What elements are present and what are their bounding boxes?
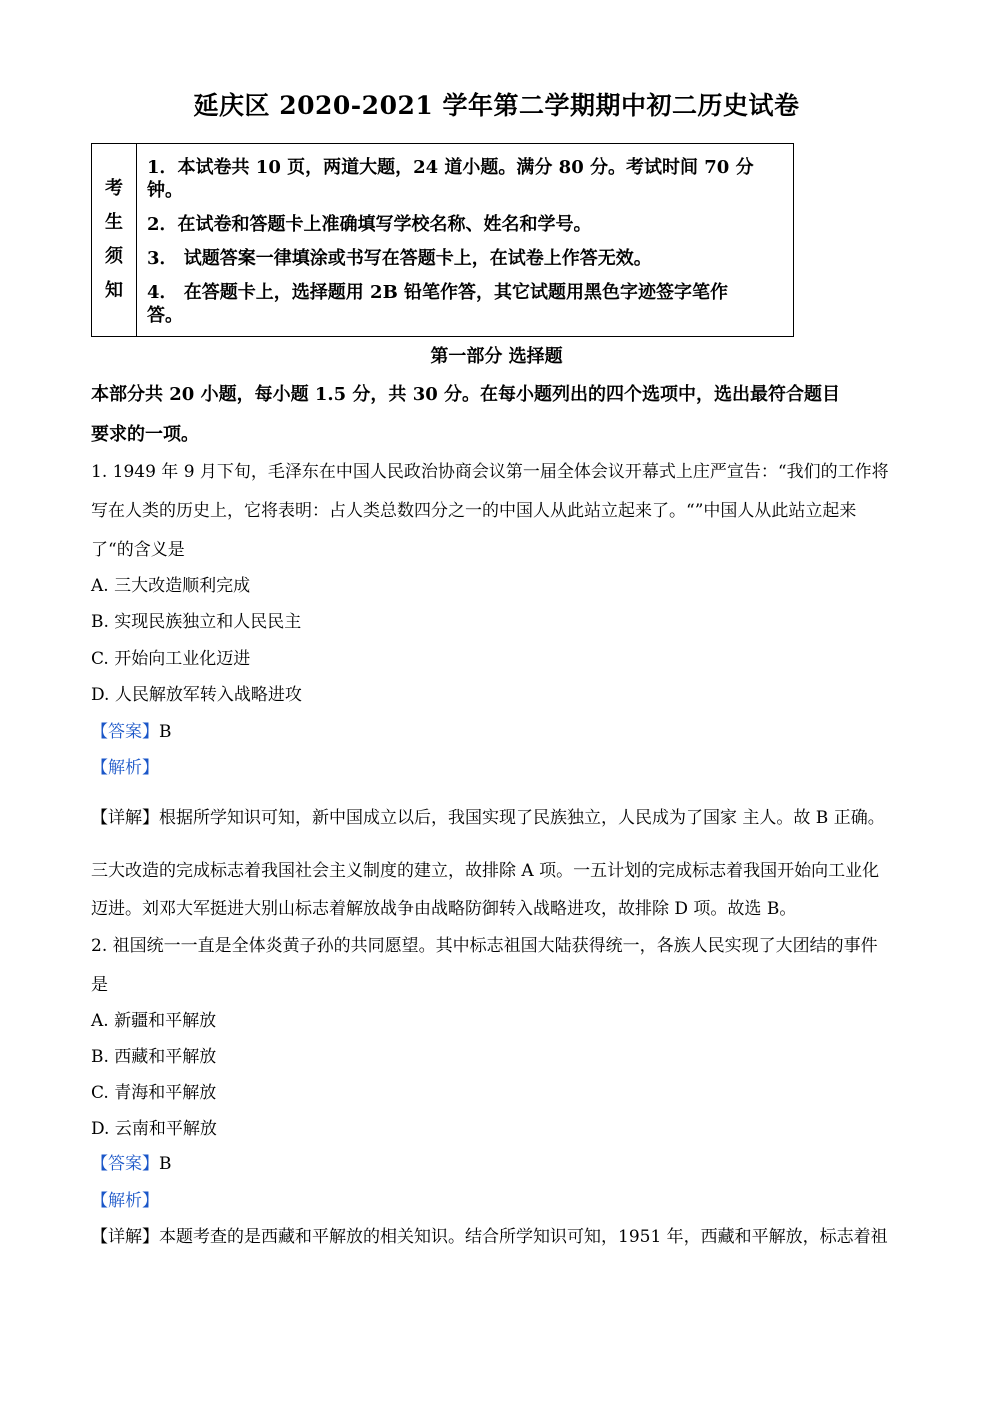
q2-detail-line: [91, 1222, 888, 1247]
q2-stem-line: 是: [91, 975, 108, 995]
notice-label-char: 生: [105, 212, 123, 233]
q1-analysis-tag: 【解析】: [91, 758, 159, 778]
detail-text: 本题考查的是西藏和平解放的相关知识。结合所学知识可知，1951 年，西藏和平解放，标志着祖: [159, 1227, 888, 1247]
page-title: 延庆区 2020-2021 学年第二学期期中初二历史试卷: [193, 91, 800, 120]
notice-item: 3． 试题答案一律填涂或书写在答题卡上，在试卷上作答无效。: [147, 248, 652, 269]
detail-text: 根据所学知识可知，新中国成立以后，我国实现了民族独立，人民成为了国家 主人。故 B 正确。: [159, 808, 885, 828]
q2-stem-line: 2. 祖国统一一直是全体炎黄子孙的共同愿望。其中标志祖国大陆获得统一，各族人民实现了大团结的事件: [91, 936, 878, 956]
notice-item: 答。: [147, 305, 183, 326]
q1-answer: [91, 717, 172, 742]
q1-detail-line: [91, 803, 885, 828]
answer-value: B: [159, 1154, 172, 1174]
q1-option-b: B. 实现民族独立和人民民主: [91, 612, 302, 632]
notice-label-char: 考: [105, 178, 123, 199]
notice-item: 2．在试卷和答题卡上准确填写学校名称、姓名和学号。: [147, 214, 592, 235]
q2-option-d: D. 云南和平解放: [91, 1119, 217, 1139]
q1-stem-line: 1. 1949 年 9 月下旬，毛泽东在中国人民政治协商会议第一届全体会议开幕式上庄严宣告：“我们的工作将: [91, 462, 889, 482]
q1-stem-line: 写在人类的历史上，它将表明：占人类总数四分之一的中国人从此站立起来了。“”中国人从此站立起来: [91, 501, 857, 521]
q2-option-b: B. 西藏和平解放: [91, 1047, 217, 1067]
notice-item: 4． 在答题卡上，选择题用 2B 铅笔作答，其它试题用黑色字迹签字笔作: [147, 282, 729, 303]
notice-item: 钟。: [147, 180, 183, 201]
notice-label-char: 须: [105, 246, 123, 267]
section-title: 第一部分 选择题: [430, 346, 563, 367]
q1-option-a: A. 三大改造顺利完成: [91, 576, 251, 596]
answer-value: B: [159, 722, 172, 742]
notice-divider: [136, 144, 137, 336]
answer-tag: 【答案】: [91, 722, 159, 742]
q2-option-a: A. 新疆和平解放: [91, 1011, 217, 1031]
q2-analysis-tag: 【解析】: [91, 1191, 159, 1211]
q1-detail-line: 三大改造的完成标志着我国社会主义制度的建立，故排除 A 项。一五计划的完成标志着我国开始向工业化: [91, 861, 880, 881]
q1-option-c: C. 开始向工业化迈进: [91, 649, 251, 669]
notice-item: 1．本试卷共 10 页，两道大题，24 道小题。满分 80 分。考试时间 70 分: [147, 157, 754, 178]
q1-stem-line: 了“的含义是: [91, 540, 185, 560]
detail-tag: 【详解】: [91, 808, 159, 828]
notice-label-char: 知: [105, 280, 123, 301]
q1-option-d: D. 人民解放军转入战略进攻: [91, 685, 302, 705]
q1-detail-line: 迈进。刘邓大军挺进大别山标志着解放战争由战略防御转入战略进攻，故排除 D 项。故选 B。: [91, 899, 797, 919]
q2-answer: [91, 1149, 172, 1174]
section-intro-line: 要求的一项。: [91, 424, 199, 445]
section-intro-line: 本部分共 20 小题，每小题 1.5 分，共 30 分。在每小题列出的四个选项中，选出最符合题目: [91, 384, 841, 405]
exam-notice-box: [91, 143, 794, 337]
detail-tag: 【详解】: [91, 1227, 159, 1247]
q2-option-c: C. 青海和平解放: [91, 1083, 217, 1103]
answer-tag: 【答案】: [91, 1154, 159, 1174]
